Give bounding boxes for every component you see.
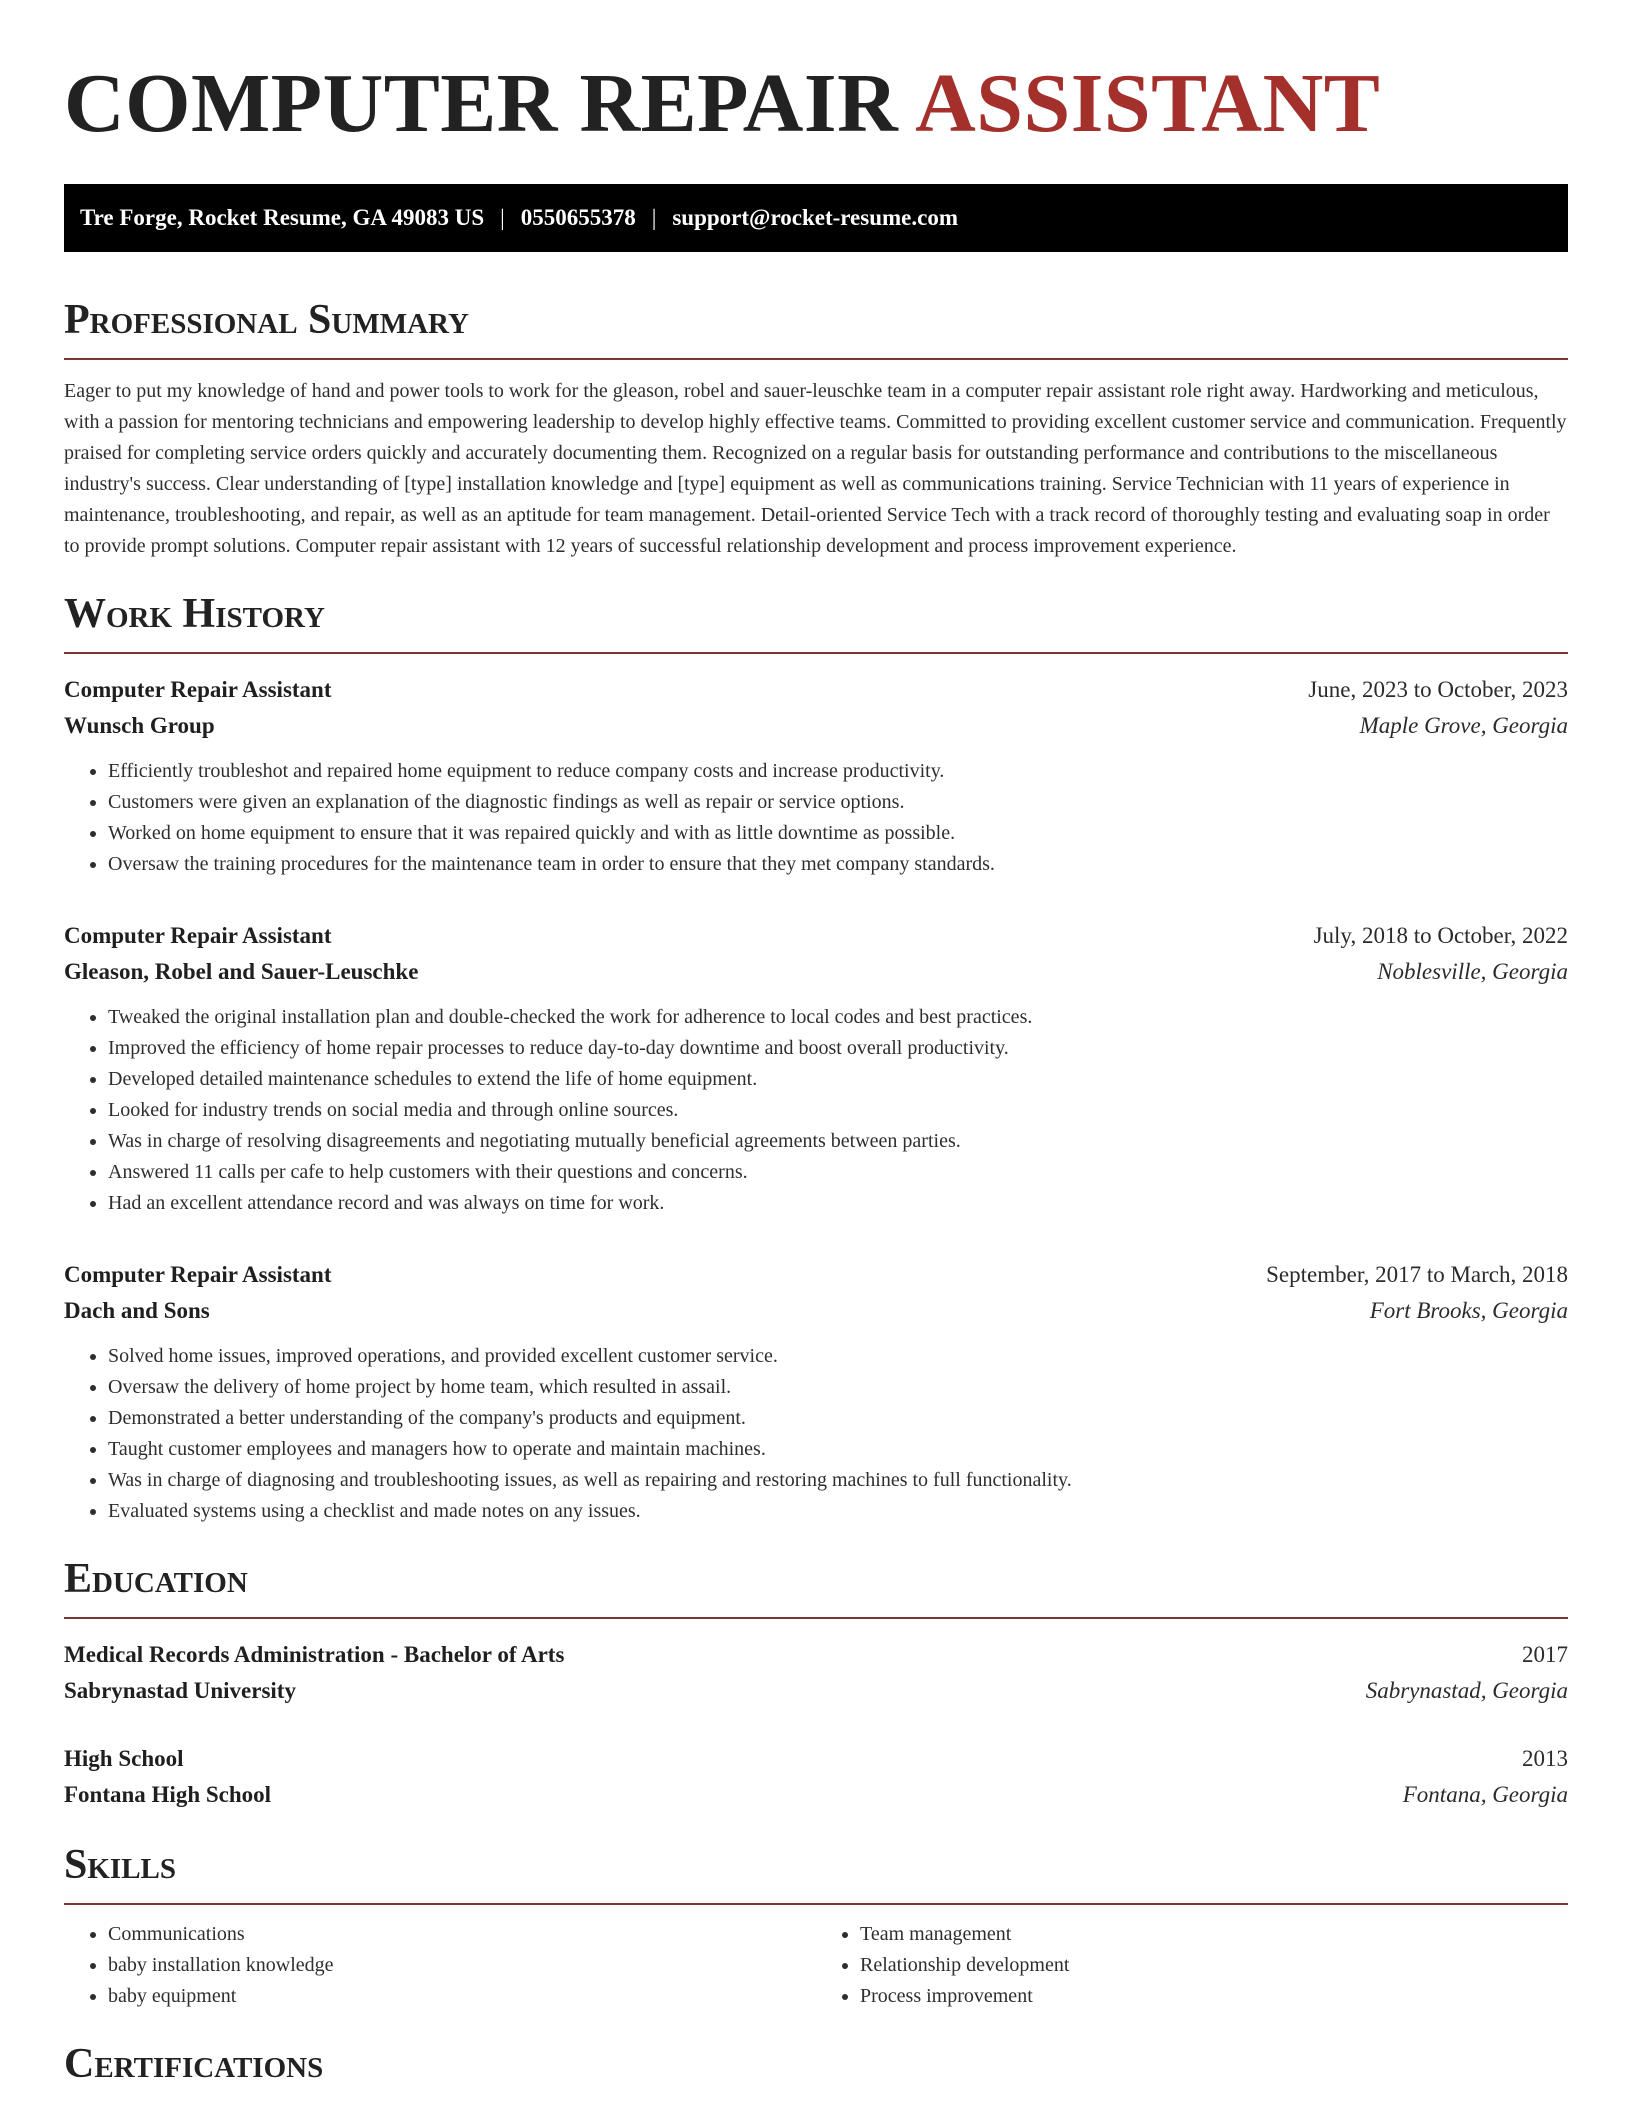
education-year: 2017: [1522, 1642, 1568, 1667]
list-item: • Oversaw the delivery of home project by home team, which resulted in assail.: [108, 1372, 1568, 1403]
list-item: • Worked on home equipment to ensure that it was repaired quickly and with as little downtime as possible.: [108, 818, 1568, 849]
job-dates: July, 2018 to October, 2022: [1313, 923, 1568, 948]
education-year: 2013: [1522, 1746, 1568, 1771]
skill-item: • Communications: [108, 1919, 816, 1950]
summary-text: Eager to put my knowledge of hand and power tools to work for the gleason, robel and sauer-leuschke team in a computer repair assistant role right away. Hardworking and meticulous, with a passion for mentoring technicians and empowering leadership to develop highly effective teams. Committed to providing excellent customer service and communication. Frequently praised for completing service orders quickly and accurately documenting them. Recognized on a regular basis for outstanding performance and contributions to the miscellaneous industry's success. Clear understanding of [type] installation knowledge and [type] equipment as well as communications training. Service Technician with 11 years of experience in maintenance, troubleshooting, and repair, as well as an aptitude for team management. Detail-oriented Service Tech with a track record of thoroughly testing and evaluating soap in order to provide prompt solutions. Computer repair assistant with 12 years of successful relationship development and process improvement experience.: [64, 380, 1567, 557]
contact-separator: |: [651, 205, 657, 230]
education-school-row: [64, 1673, 1568, 1709]
education-entry: [64, 1741, 1568, 1813]
contact-separator: |: [500, 205, 505, 230]
education-section: [64, 1555, 1568, 1813]
job-header-row: [64, 918, 1568, 954]
job-company: Wunsch Group: [64, 713, 215, 738]
job-location: Noblesville, Georgia: [1377, 959, 1568, 984]
job-role: Computer Repair Assistant: [64, 923, 332, 948]
contact-bar: [64, 184, 1568, 252]
skill-item: • baby equipment: [108, 1981, 816, 2012]
list-item: • Looked for industry trends on social media and through online sources.: [108, 1095, 1568, 1126]
section-divider: [64, 652, 1568, 654]
list-item: • Solved home issues, improved operations, and provided excellent customer service.: [108, 1341, 1568, 1372]
job-location: Maple Grove, Georgia: [1359, 713, 1568, 738]
job-bullets: [64, 1341, 1568, 1527]
job-company-row: [64, 954, 1568, 990]
list-item: • Customers were given an explanation of the diagnostic findings as well as repair or service options.: [108, 787, 1568, 818]
summary-section: [64, 296, 1568, 562]
resume-name: [64, 56, 1568, 152]
list-item: • Was in charge of resolving disagreements and negotiating mutually beneficial agreements between parties.: [108, 1126, 1568, 1157]
section-divider: [64, 1903, 1568, 1905]
job-header-row: [64, 672, 1568, 708]
education-degree: High School: [64, 1746, 184, 1771]
section-divider: [64, 1617, 1568, 1619]
job-bullets: [64, 1002, 1568, 1219]
list-item: • Answered 11 calls per cafe to help customers with their questions and concerns.: [108, 1157, 1568, 1188]
education-header-row: [64, 1741, 1568, 1777]
section-title: Education: [64, 1556, 248, 1602]
section-title: Certifications: [64, 2041, 324, 2087]
list-item: • Demonstrated a better understanding of the company's products and equipment.: [108, 1403, 1568, 1434]
job-location: Fort Brooks, Georgia: [1369, 1298, 1568, 1323]
job-company-row: [64, 1293, 1568, 1329]
job-dates: September, 2017 to March, 2018: [1266, 1262, 1568, 1287]
education-school: Fontana High School: [64, 1782, 272, 1807]
skill-item: • Relationship development: [860, 1950, 1568, 1981]
section-title: Professional Summary: [64, 297, 469, 343]
section-divider: [64, 358, 1568, 360]
list-item: • Developed detailed maintenance schedules to extend the life of home equipment.: [108, 1064, 1568, 1095]
contact-email: support@rocket-resume.com: [672, 205, 958, 230]
job-company: Dach and Sons: [64, 1298, 210, 1323]
job-entry: [64, 918, 1568, 1219]
list-item: • Oversaw the training procedures for the maintenance team in order to ensure that they met company standards.: [108, 849, 1568, 880]
list-item: • Was in charge of diagnosing and troubleshooting issues, as well as repairing and restoring machines to full functionality.: [108, 1465, 1568, 1496]
skills-list-left: [64, 1919, 816, 2012]
contact-address: Tre Forge, Rocket Resume, GA 49083 US: [80, 205, 485, 230]
job-role: Computer Repair Assistant: [64, 1262, 332, 1287]
skills-columns: [64, 1919, 1568, 2012]
job-dates: June, 2023 to October, 2023: [1308, 677, 1568, 702]
section-title: Skills: [64, 1842, 177, 1888]
job-header-row: [64, 1257, 1568, 1293]
list-item: • Tweaked the original installation plan and double-checked the work for adherence to local codes and best practices.: [108, 1002, 1568, 1033]
name-accent: ASSISTANT: [915, 57, 1381, 150]
section-title: Work History: [64, 591, 325, 637]
certifications-section: [64, 2040, 1568, 2088]
work-history-section: [64, 590, 1568, 1527]
education-degree: Medical Records Administration - Bachelor of Arts: [64, 1642, 565, 1667]
list-item: • Improved the efficiency of home repair processes to reduce day-to-day downtime and boost overall productivity.: [108, 1033, 1568, 1064]
education-school: Sabrynastad University: [64, 1678, 296, 1703]
education-entry: [64, 1637, 1568, 1709]
list-item: • Taught customer employees and managers how to operate and maintain machines.: [108, 1434, 1568, 1465]
education-location: Sabrynastad, Georgia: [1365, 1678, 1568, 1703]
name-main: COMPUTER REPAIR: [64, 57, 899, 150]
list-item: • Efficiently troubleshot and repaired home equipment to reduce company costs and increase productivity.: [108, 756, 1568, 787]
skills-section: [64, 1841, 1568, 2012]
job-entry: [64, 672, 1568, 880]
job-entry: [64, 1257, 1568, 1527]
list-item: • Evaluated systems using a checklist and made notes on any issues.: [108, 1496, 1568, 1527]
job-bullets: [64, 756, 1568, 880]
skill-item: • Team management: [860, 1919, 1568, 1950]
skill-item: • baby installation knowledge: [108, 1950, 816, 1981]
job-company: Gleason, Robel and Sauer-Leuschke: [64, 959, 419, 984]
list-item: • Had an excellent attendance record and was always on time for work.: [108, 1188, 1568, 1219]
education-header-row: [64, 1637, 1568, 1673]
education-school-row: [64, 1777, 1568, 1813]
skill-item: • Process improvement: [860, 1981, 1568, 2012]
contact-phone: 0550655378: [520, 205, 636, 230]
job-role: Computer Repair Assistant: [64, 677, 332, 702]
job-company-row: [64, 708, 1568, 744]
skills-list-right: [816, 1919, 1568, 2012]
education-location: Fontana, Georgia: [1402, 1782, 1568, 1807]
